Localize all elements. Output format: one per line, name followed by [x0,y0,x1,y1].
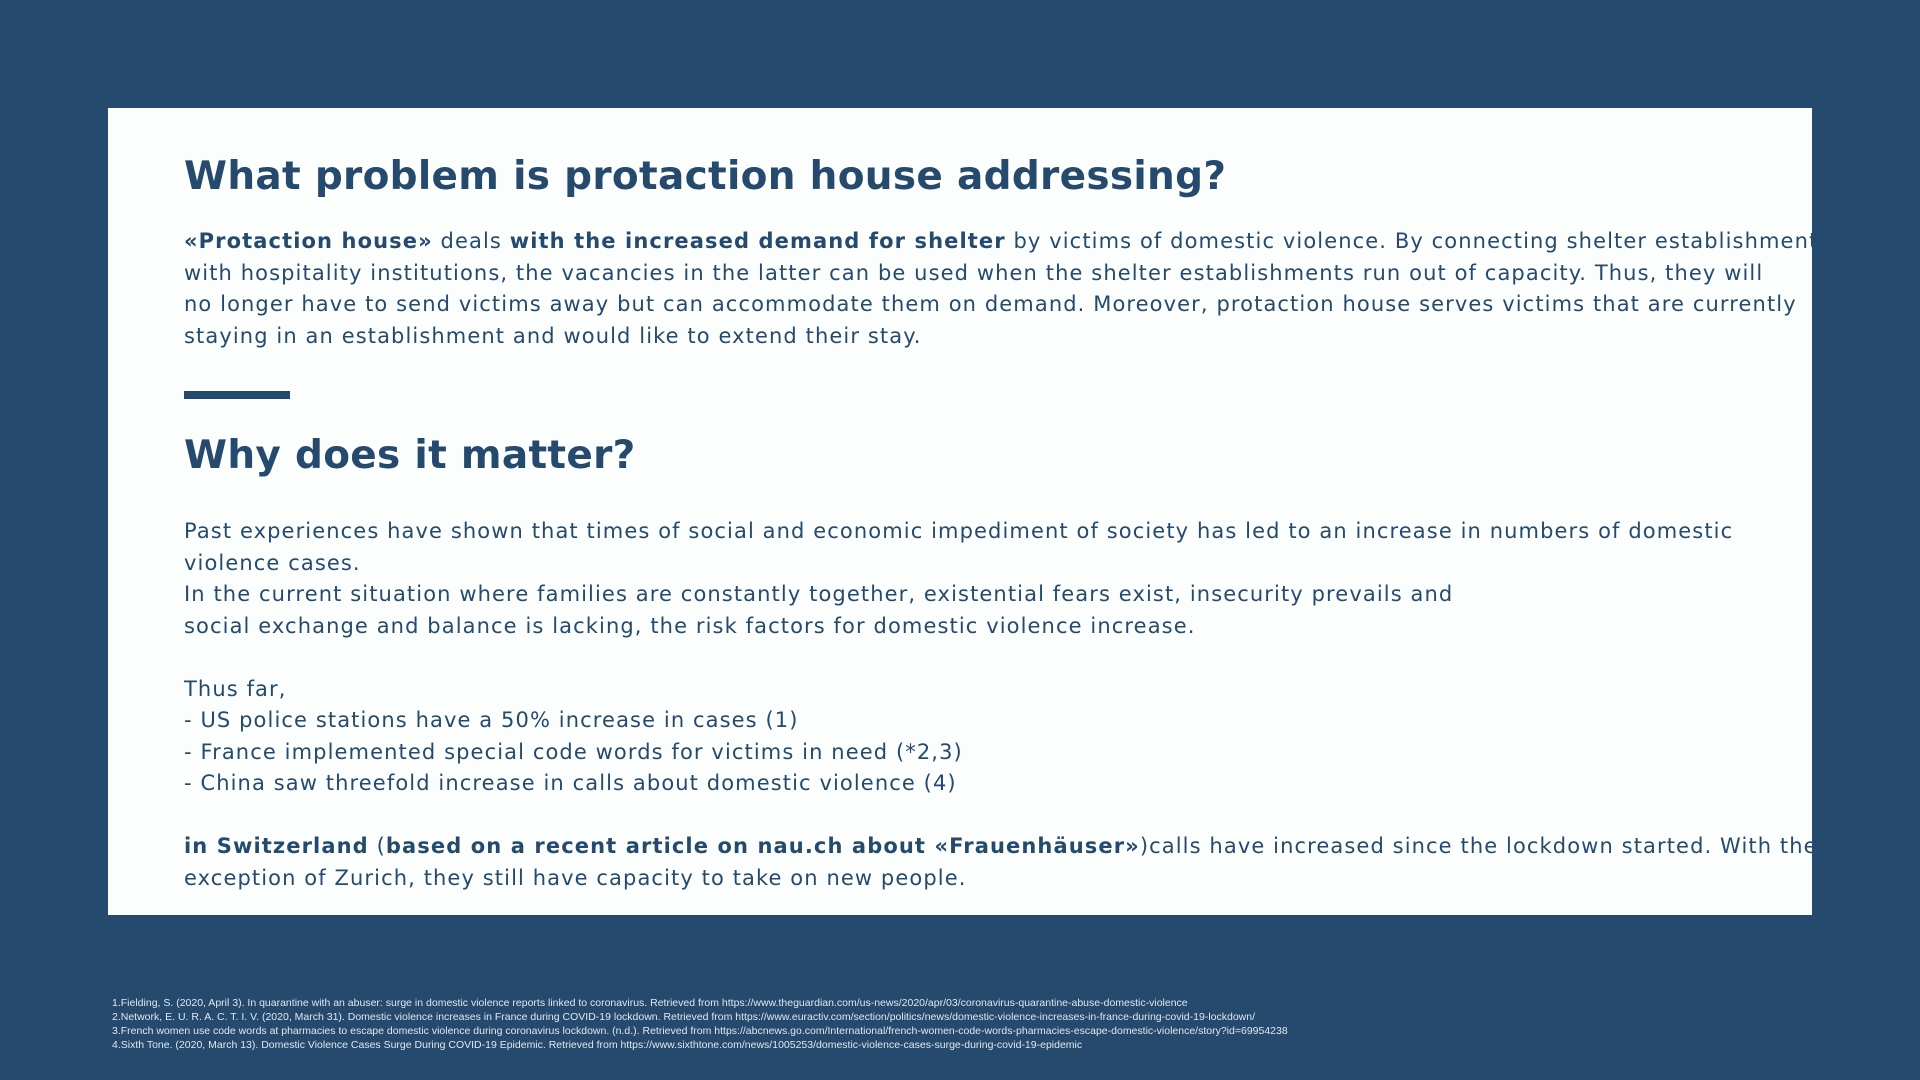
matter-line-2: violence cases. [184,550,361,575]
references [112,996,1288,1052]
thus-far-label: Thus far, [184,676,287,701]
problem-line-2: with hospitality institutions, the vacancies in the latter can be used when the shelter establishments run out of capacity. Thus, they will [184,260,1764,285]
section-divider [184,391,290,399]
bullet-us: - US police stations have a 50% increase in cases (1) [184,708,799,732]
matter-paragraph [184,516,1818,894]
bullet-france: - France implemented special code words for victims in need (*2,3) [184,739,963,764]
switzerland-emphasis: in Switzerland [184,834,369,858]
content-card [108,108,1831,915]
problem-line-1 [184,226,1831,258]
switzerland-line-1 [184,831,1818,863]
product-name: «Protaction house» [184,229,433,253]
problem-line-4: staying in an establishment and would like to extend their stay. [184,323,922,348]
spacer [184,642,1764,674]
shelter-demand-emphasis: with the increased demand for shelter [509,229,1006,253]
article-source-emphasis: based on a recent article on nau.ch about «Frauenhäuser» [385,834,1140,858]
bullet-china: - China saw threefold increase in calls about domestic violence (4) [184,771,957,795]
problem-line-3: no longer have to send victims away but can accommodate them on demand. Moreover, protaction house serves victims that are currently [184,292,1797,316]
problem-heading: What problem is protaction house addressing? [184,154,1227,199]
problem-text-2: by victims of domestic violence. By connecting shelter establishments [1005,229,1831,253]
spacer [184,800,1764,832]
switzerland-text: )calls have increased since the lockdown started. With the [1139,834,1818,858]
switzerland-line-2: exception of Zurich, they still have capacity to take on new people. [184,865,967,890]
problem-paragraph [184,226,1831,352]
matter-heading: Why does it matter? [184,433,636,478]
paren-open: ( [368,834,386,858]
reference-4: 4.Sixth Tone. (2020, March 13). Domestic Violence Cases Surge During COVID-19 Epidemic. Retrieved from https://www.sixthtone.com/news/1005253/domestic-violence-cases-surge-during-covid-19-epidemic [112,1039,1083,1051]
reference-2: 2.Network, E. U. R. A. C. T. I. V. (2020, March 31). Domestic violence increases in France during COVID-19 lockdown. Retrieved from https://www.euractiv.com/section/politics/news/domestic-violence-increases-in-france-during-covid-19-lockdown/ [112,1011,1256,1023]
reference-1: 1.Fielding, S. (2020, April 3). In quarantine with an abuser: surge in domestic violence reports linked to coronavirus. Retrieved from https://www.theguardian.com/us-news/2020/apr/03/coronavirus-quarantine-abuse-domestic-violence [112,997,1188,1009]
matter-line-1: Past experiences have shown that times of social and economic impediment of society has led to an increase in numbers of domestic [184,519,1734,543]
problem-text-1: deals [432,229,510,253]
matter-line-3: In the current situation where families are constantly together, existential fears exist, insecurity prevails and [184,582,1454,606]
reference-3: 3.French women use code words at pharmacies to escape domestic violence during coronavirus lockdown. (n.d.). Retrieved from https://abcnews.go.com/International/french-women-code-words-pharmacies-escape-domestic-violence/story?id=69954238 [112,1025,1288,1037]
matter-line-4: social exchange and balance is lacking, the risk factors for domestic violence increase. [184,613,1196,638]
